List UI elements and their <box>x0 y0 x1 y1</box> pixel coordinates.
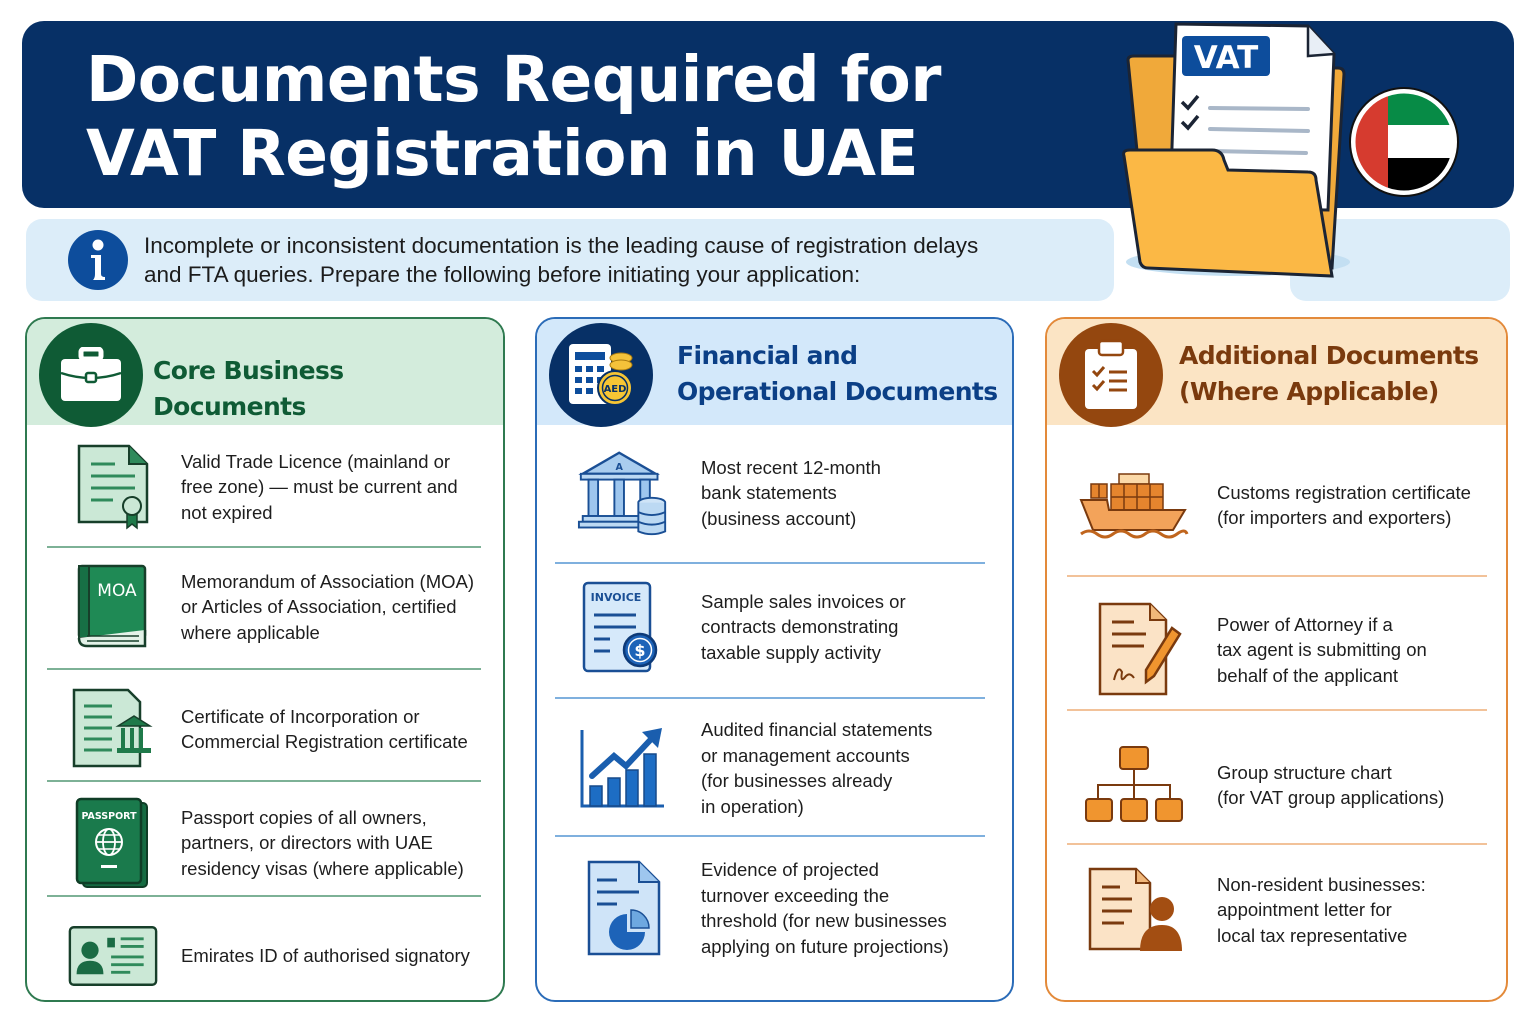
section-financial-operational-documents <box>535 317 1014 1002</box>
list-item <box>557 575 992 679</box>
svg-text:INVOICE: INVOICE <box>590 591 642 604</box>
list-item <box>47 911 483 1001</box>
org-chart-icon <box>1079 739 1189 831</box>
moa-book-icon <box>67 561 159 653</box>
page-title-line-2: VAT Registration in UAE <box>86 117 919 190</box>
bank-icon <box>577 447 669 539</box>
item-text: Certificate of Incorporation or Commercial Registration certificate <box>181 705 468 752</box>
signed-document-pen-icon <box>1079 604 1189 696</box>
divider <box>47 780 481 782</box>
item-text: Group structure chart (for VAT group applications) <box>1217 761 1445 808</box>
item-text: Power of Attorney if a tax agent is submitting on behalf of the applicant <box>1217 613 1427 686</box>
list-item <box>47 559 483 655</box>
section-title: Financial and Operational Documents <box>677 341 998 406</box>
report-pie-icon <box>577 862 669 954</box>
svg-text:$: $ <box>634 641 646 660</box>
incorporation-certificate-icon <box>67 683 159 775</box>
list-item <box>557 713 992 823</box>
item-text: Memorandum of Association (MOA) or Articles of Association, certified where applicable <box>181 570 475 643</box>
section-header <box>537 319 1012 425</box>
divider <box>555 562 985 564</box>
clipboard-checklist-icon <box>1059 323 1163 427</box>
svg-text:A: A <box>615 462 623 473</box>
certificate-icon <box>67 441 159 533</box>
section-header <box>27 319 503 425</box>
info-text-line-1: Incomplete or inconsistent documentation is the leading cause of registration delays <box>144 233 979 258</box>
list-item <box>47 793 483 893</box>
page-title-line-1: Documents Required for <box>86 43 941 116</box>
item-text: Non-resident businesses: appointment letter for local tax representative <box>1217 873 1426 946</box>
item-text: Valid Trade Licence (mainland or free zone) — must be current and not expired <box>181 450 458 523</box>
svg-text:MOA: MOA <box>97 581 137 601</box>
item-text: Passport copies of all owners, partners, or directors with UAE residency visas (where applicable) <box>181 806 464 879</box>
list-item <box>557 853 992 963</box>
list-item <box>1067 455 1486 555</box>
item-text: Evidence of projected turnover exceeding the threshold (for new businesses applying on future projections) <box>701 859 949 957</box>
section-core-business-documents <box>25 317 505 1002</box>
id-card-icon <box>67 910 159 1002</box>
calculator-coins-icon <box>549 323 653 427</box>
info-callout <box>26 219 1114 301</box>
svg-text:PASSPORT: PASSPORT <box>81 811 137 822</box>
item-text: Emirates ID of authorised signatory <box>181 945 470 967</box>
item-text: Sample sales invoices or contracts demonstrating taxable supply activity <box>701 590 906 663</box>
document-person-icon <box>1079 864 1189 956</box>
section-header <box>1047 319 1506 425</box>
briefcase-icon <box>39 323 143 427</box>
svg-text:VAT: VAT <box>1193 40 1259 76</box>
list-item <box>1067 855 1486 965</box>
divider <box>555 697 985 699</box>
list-item <box>47 439 483 535</box>
list-item <box>1067 597 1486 703</box>
divider <box>47 895 481 897</box>
list-item <box>1067 735 1486 835</box>
item-text: Audited financial statements or management accounts (for businesses already in operation) <box>701 719 933 817</box>
item-text: Most recent 12-month bank statements (business account) <box>701 456 881 529</box>
svg-text:AED: AED <box>603 384 627 395</box>
section-title: Core Business Documents <box>153 356 344 421</box>
info-text <box>144 231 1104 289</box>
divider <box>47 546 481 548</box>
divider <box>47 668 481 670</box>
info-icon <box>68 230 128 290</box>
page-title <box>86 43 1006 191</box>
growth-chart-icon <box>577 722 669 814</box>
divider <box>1067 843 1487 845</box>
invoice-icon <box>577 581 669 673</box>
passport-icon <box>67 797 159 889</box>
divider <box>555 835 985 837</box>
cargo-ship-icon <box>1079 459 1189 551</box>
item-text: Customs registration certificate (for importers and exporters) <box>1217 481 1471 528</box>
list-item <box>47 681 483 777</box>
divider <box>1067 575 1487 577</box>
section-additional-documents <box>1045 317 1508 1002</box>
info-text-line-2: and FTA queries. Prepare the following before initiating your application: <box>144 262 861 287</box>
section-title: Additional Documents (Where Applicable) <box>1179 341 1479 406</box>
divider <box>1067 709 1487 711</box>
uae-flag-icon <box>1350 88 1458 196</box>
hero-illustration <box>1118 10 1468 300</box>
list-item <box>557 441 992 545</box>
